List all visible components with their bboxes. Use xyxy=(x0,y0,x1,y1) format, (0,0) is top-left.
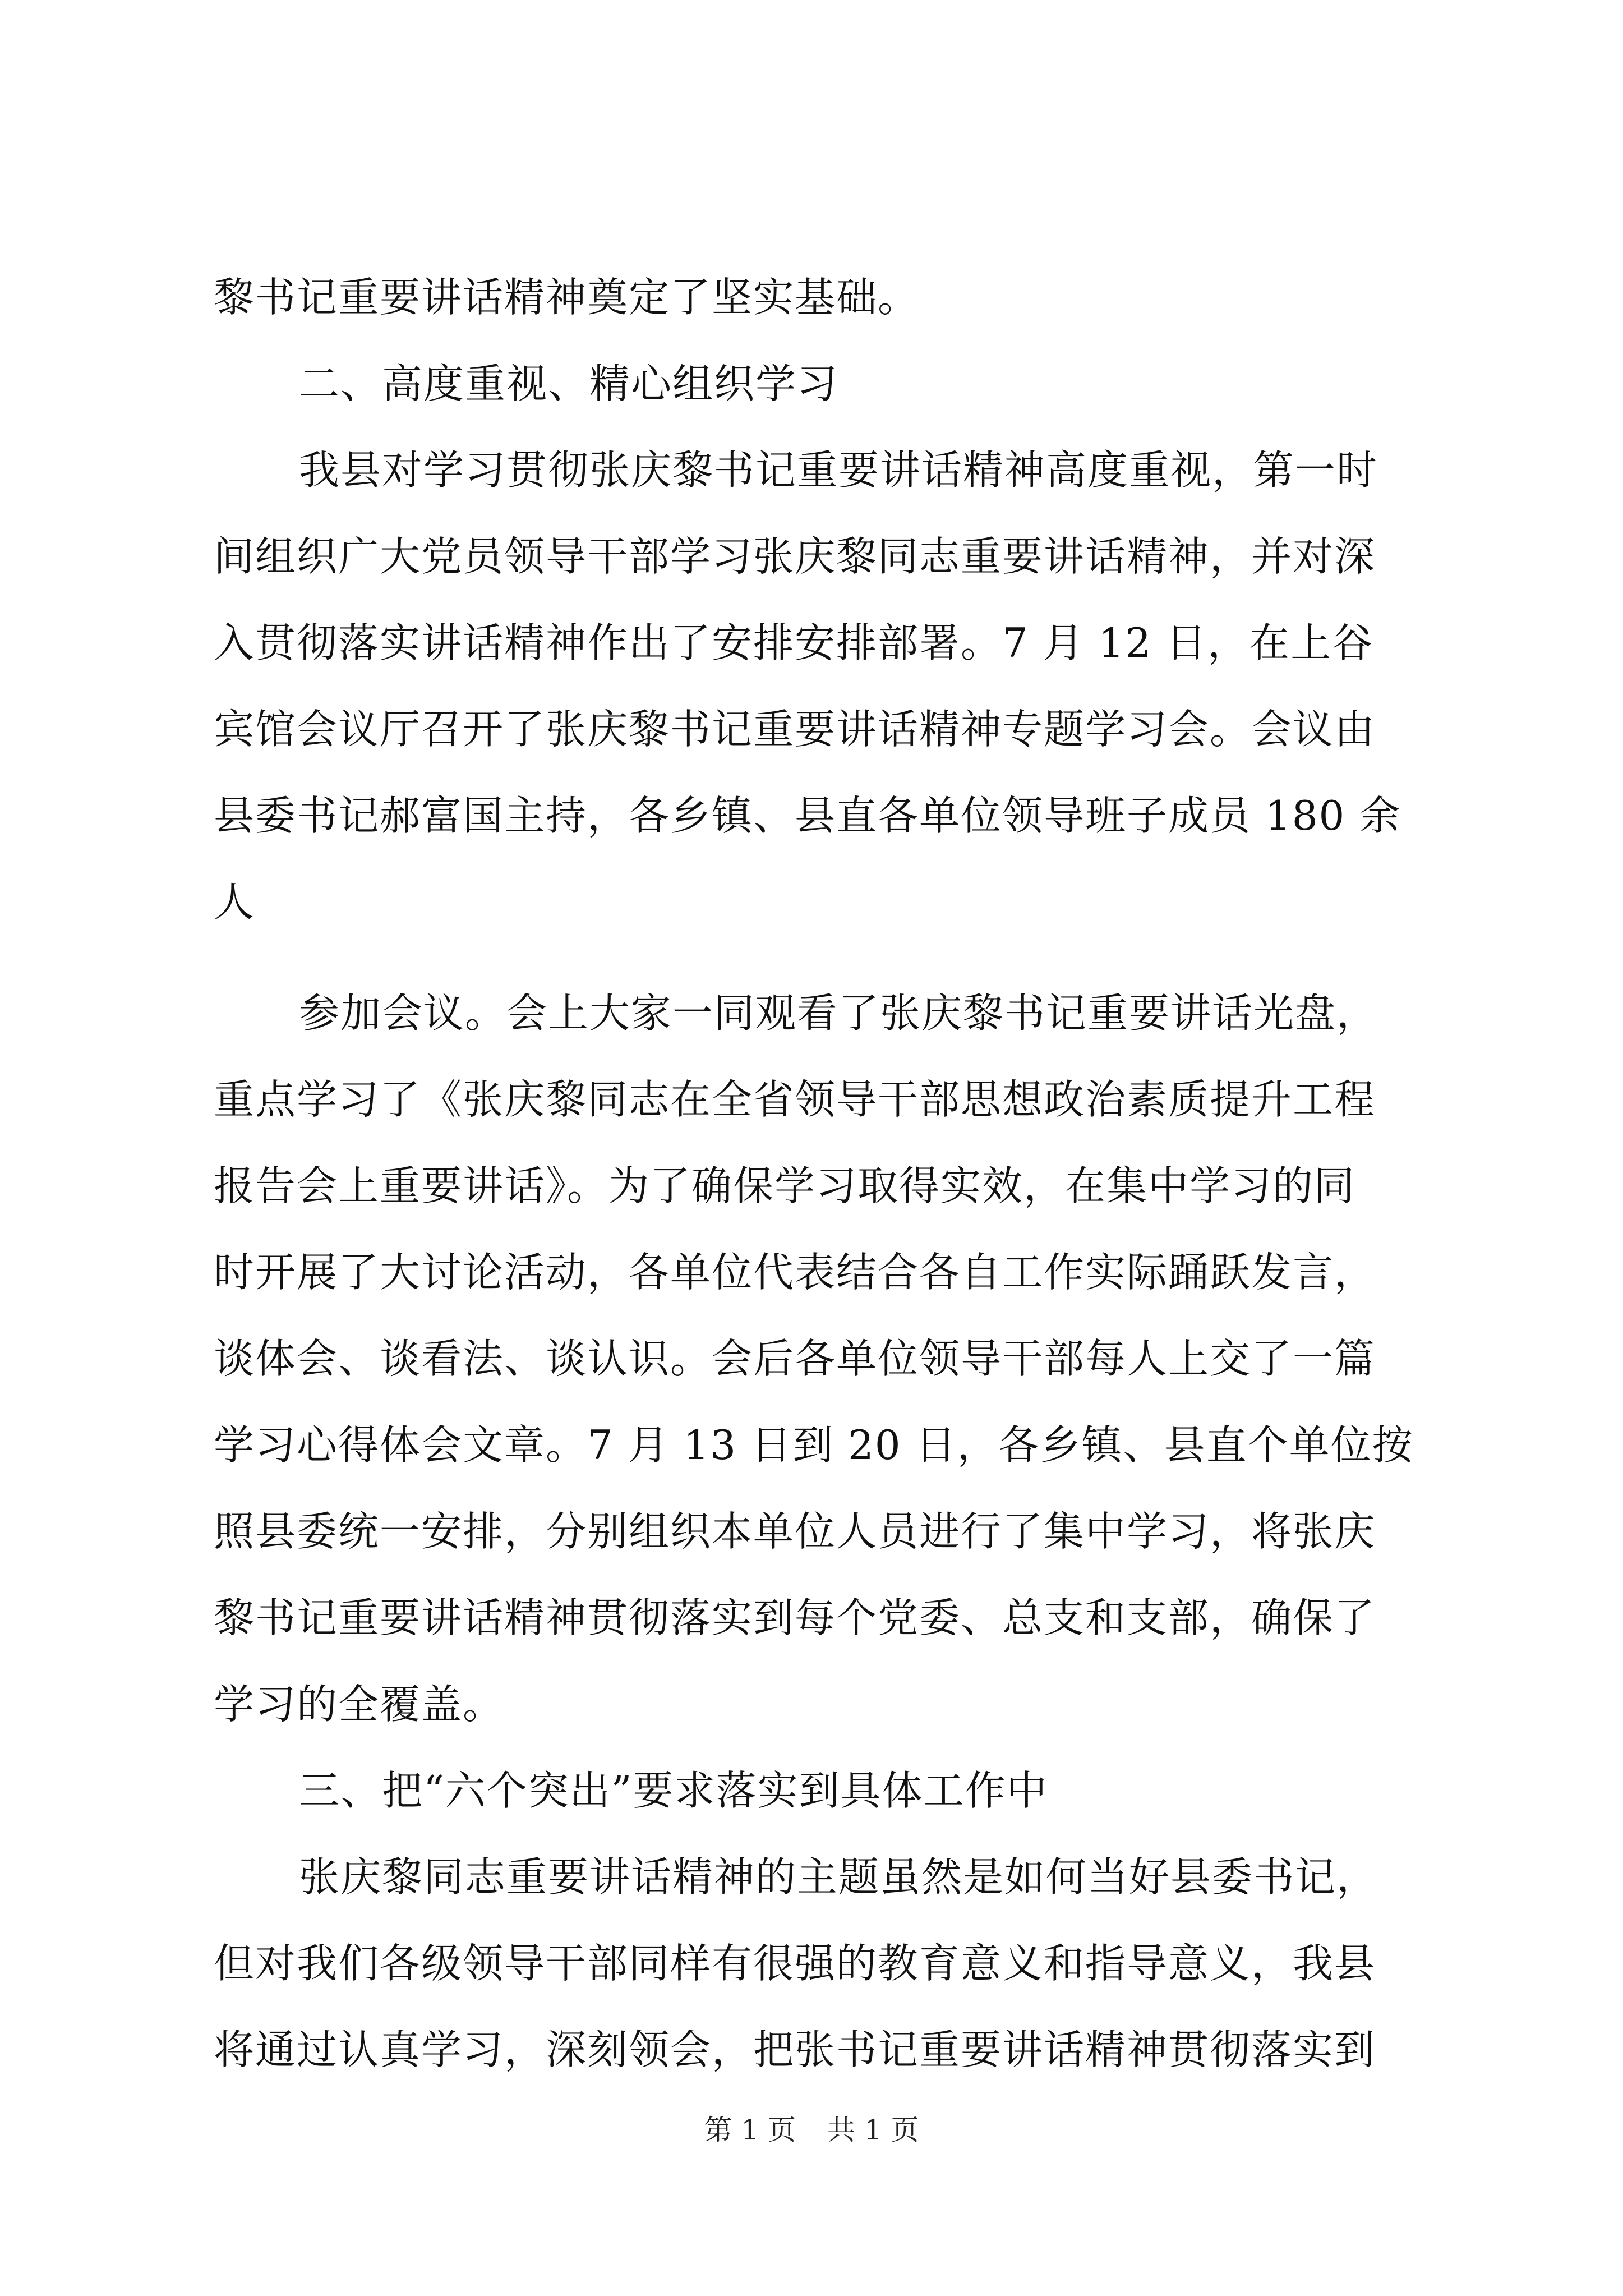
paragraph-line: 学习心得体会文章。7 月 13 日到 20 日，各乡镇、县直个单位按 xyxy=(214,1421,1414,1469)
paragraph-line: 学习的全覆盖。 xyxy=(214,1681,505,1728)
paragraph-line: 宾馆会议厅召开了张庆黎书记重要讲话精神专题学习会。会议由 xyxy=(214,706,1376,753)
paragraph-line: 时开展了大讨论活动，各单位代表结合各自工作实际踊跃发言， xyxy=(214,1249,1376,1296)
paragraph-line: 入贯彻落实讲话精神作出了安排安排部署。7 月 12 日，在上谷 xyxy=(214,619,1374,666)
paragraph-line: 但对我们各级领导干部同样有很强的教育意义和指导意义，我县 xyxy=(214,1940,1376,1987)
page-footer xyxy=(0,2110,1623,2150)
paragraph-line: 参加会议。会上大家一同观看了张庆黎书记重要讲话光盘， xyxy=(299,990,1378,1037)
page-number: 第 1 页 xyxy=(704,2114,796,2146)
paragraph-line: 人 xyxy=(214,878,256,926)
paragraph-line: 谈体会、谈看法、谈认识。会后各单位领导干部每人上交了一篇 xyxy=(214,1335,1376,1382)
paragraph-line: 我县对学习贯彻张庆黎书记重要讲话精神高度重视，第一时 xyxy=(299,447,1378,494)
section-heading: 三、把“六个突出”要求落实到具体工作中 xyxy=(299,1767,1048,1814)
paragraph-line: 张庆黎同志重要讲话精神的主题虽然是如何当好县委书记， xyxy=(299,1853,1378,1901)
section-heading: 二、高度重视、精心组织学习 xyxy=(299,360,839,407)
paragraph-line: 将通过认真学习，深刻领会，把张书记重要讲话精神贯彻落实到 xyxy=(214,2026,1376,2073)
paragraph-line: 间组织广大党员领导干部学习张庆黎同志重要讲话精神，并对深 xyxy=(214,533,1376,580)
paragraph-line: 县委书记郝富国主持，各乡镇、县直各单位领导班子成员 180 余 xyxy=(214,792,1401,839)
paragraph-line: 照县委统一安排，分别组织本单位人员进行了集中学习，将张庆 xyxy=(214,1508,1376,1555)
paragraph-line: 黎书记重要讲话精神贯彻落实到每个党委、总支和支部，确保了 xyxy=(214,1594,1376,1641)
paragraph-line: 重点学习了《张庆黎同志在全省领导干部思想政治素质提升工程 xyxy=(214,1076,1376,1123)
paragraph-line: 黎书记重要讲话精神奠定了坚实基础。 xyxy=(214,274,920,321)
page-total: 共 1 页 xyxy=(827,2114,919,2146)
body-text xyxy=(214,254,1425,2093)
paragraph-line: 报告会上重要讲话》。为了确保学习取得实效，在集中学习的同 xyxy=(214,1162,1356,1209)
